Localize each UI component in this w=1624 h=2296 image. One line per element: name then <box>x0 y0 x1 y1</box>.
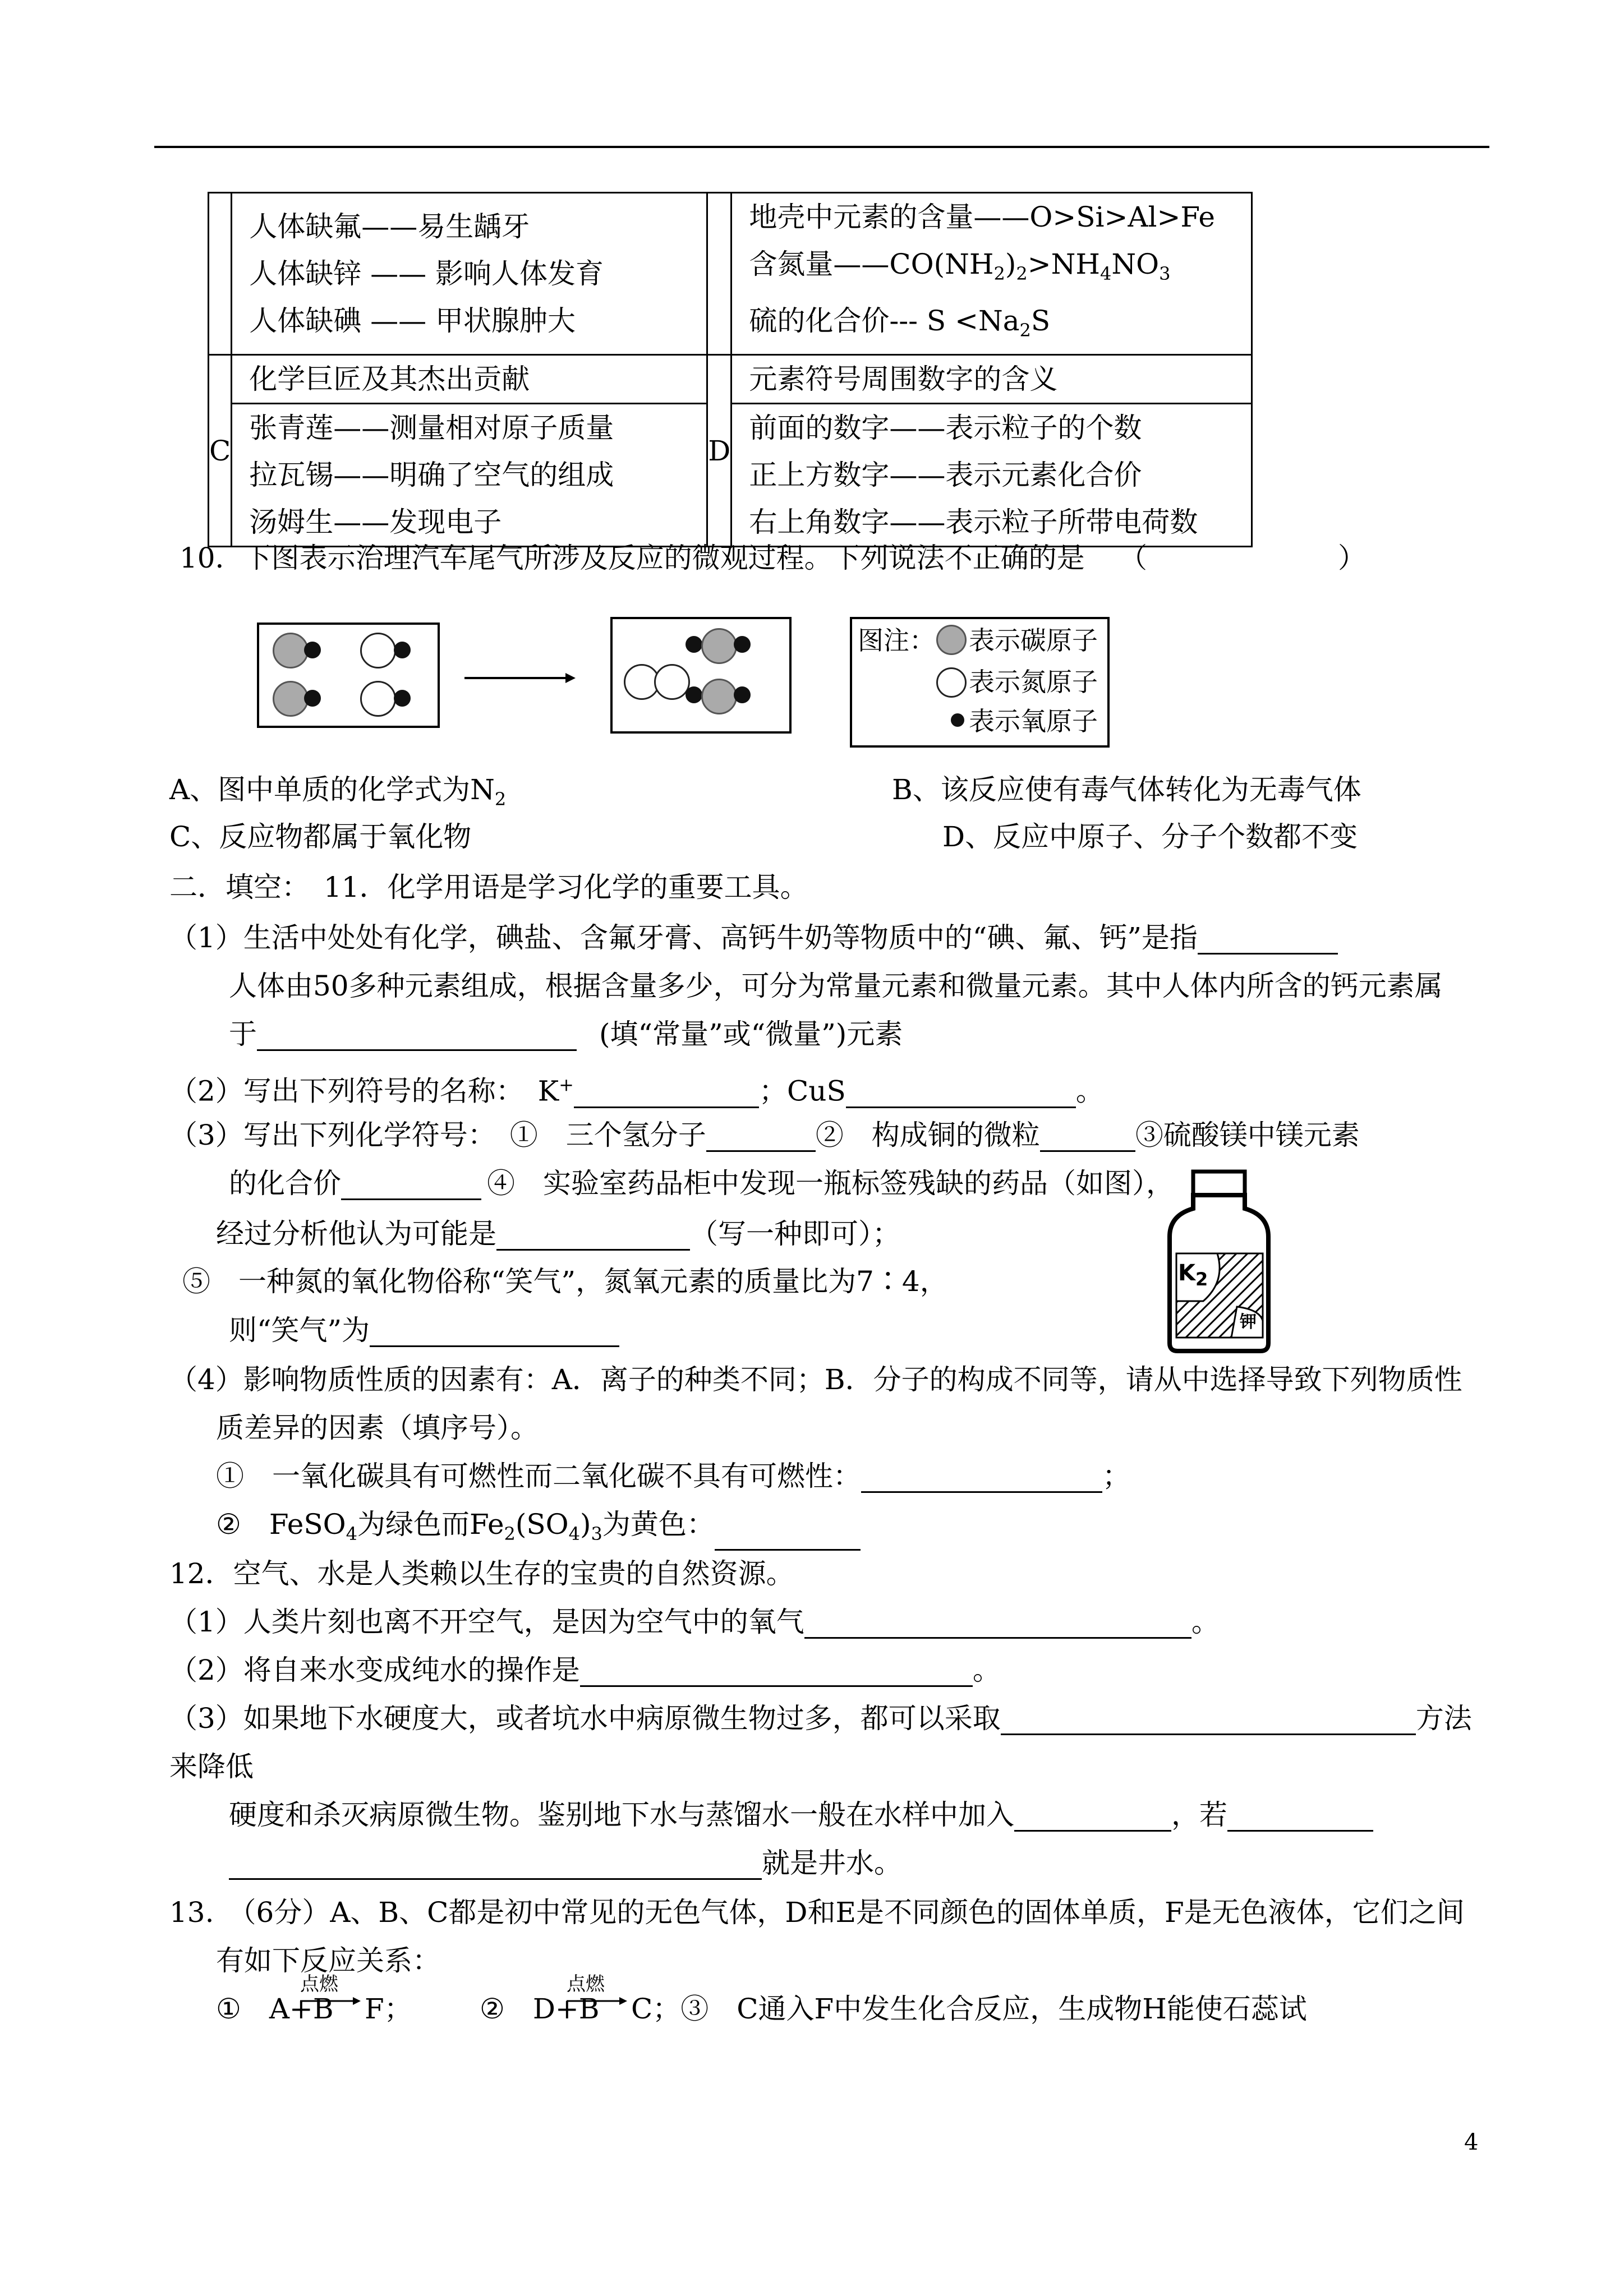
diagram-legend: 图注： 表示碳原子 表示氮原子 表示氧原子 <box>850 617 1110 748</box>
nitrogen-atom-icon <box>360 633 396 668</box>
q11-part1: （1）生活中处处有化学，碘盐、含氟牙膏、高钙牛奶等物质中的“碘、氟、钙”是指 <box>169 921 1338 955</box>
q11-part4-line3: ① 一氧化碳具有可燃性而二氧化碳不具有可燃性： ； <box>216 1460 1130 1492</box>
q13-reaction-1-product: F； <box>365 1993 412 2025</box>
answer-blank[interactable] <box>580 1658 973 1687</box>
knowledge-table <box>208 192 1253 547</box>
oxygen-atom-icon <box>394 690 411 707</box>
oxygen-atom-icon <box>734 686 751 703</box>
table-cell-top-right: 地壳中元素的含量——O>Si>Al>Fe 含氮量$——CO(NH_2)_2>NH_4NO_3$ 硫的化合价--- $S <Na_2S$ <box>732 193 1252 355</box>
q11-header: 二．填空： 11．化学用语是学习化学的重要工具。 <box>169 871 808 903</box>
carbon-atom-icon <box>701 679 737 714</box>
table-header-c: 化学巨匠及其杰出贡献 <box>232 355 707 404</box>
answer-blank[interactable] <box>1001 1707 1416 1735</box>
oxygen-atom-icon <box>686 686 702 703</box>
q10-option-c: C、反应物都属于氧化物 <box>169 820 472 853</box>
answer-blank[interactable] <box>804 1610 1191 1639</box>
q11-part3-line3: 经过分析他认为可能是 （写一种即可）； <box>216 1218 900 1250</box>
oxygen-atom-icon <box>686 636 702 653</box>
page-number: 4 <box>1464 2129 1479 2155</box>
oxygen-atom-icon <box>734 636 751 653</box>
answer-blank[interactable] <box>861 1464 1102 1493</box>
q10-stem: 10．下图表示治理汽车尾气所涉及反应的微观过程。下列说法不正确的是 <box>180 542 1085 574</box>
answer-blank[interactable] <box>846 1080 1076 1108</box>
q11-part1-line2: 人体由50多种元素组成，根据含量多少，可分为常量元素和微量元素。其中人体内所含的钙元素属 <box>229 970 1443 1002</box>
reaction-condition-label: 点燃 <box>567 1973 605 1995</box>
table-label-d: D <box>707 355 732 547</box>
q10-paren-open: （ <box>1119 542 1147 574</box>
answer-blank[interactable] <box>1014 1803 1171 1832</box>
q11-part4-line2: 质差异的因素（填序号）。 <box>216 1412 539 1444</box>
q13-reaction-2: ② D+B <box>480 1993 600 2025</box>
q12-part3-line3: 硬度和杀灭病原微生物。鉴别地下水与蒸馏水一般在水样中加入 ，若 <box>229 1798 1373 1832</box>
q12-part1: （1）人类片刻也离不开空气，是因为空气中的氧气 。 <box>169 1606 1220 1638</box>
q13-stem-line2: 有如下反应关系： <box>216 1944 440 1977</box>
oxygen-atom-icon <box>951 713 964 727</box>
reaction-arrow-icon <box>567 1994 628 2008</box>
q11-part4-line4: ② FeSO$_4$为绿色而$Fe_2(SO_4)_3$为黄色： <box>216 1507 861 1551</box>
q10-paren-close: ） <box>1338 542 1366 574</box>
q13-reaction-1: ① A+B <box>216 1993 334 2025</box>
q10-option-b: B、该反应使有毒气体转化为无毒气体 <box>892 773 1361 806</box>
carbon-atom-icon <box>273 681 309 717</box>
oxygen-atom-icon <box>394 642 411 658</box>
table-header-d: 元素符号周围数字的含义 <box>732 355 1252 404</box>
q13-stem: 13. （6分）A、B、C都是初中常见的无色气体，D和E是不同颜色的固体单质，F是无色液体，它们之间 <box>169 1896 1465 1929</box>
answer-blank[interactable] <box>496 1222 690 1251</box>
answer-blank[interactable] <box>706 1123 816 1152</box>
q11-part4: （4）影响物质性质的因素有：A．离子的种类不同；B．分子的构成不同等，请从中选择导致下列物质性 <box>169 1363 1462 1396</box>
q11-part2: （2）写出下列符号的名称： K+ ；CuS 。 <box>169 1074 1104 1108</box>
q10-option-a: A、图中单质的化学式为$N_2$ <box>169 773 507 810</box>
reaction-arrow-icon <box>300 1994 362 2008</box>
product-box <box>610 617 792 734</box>
answer-blank[interactable] <box>715 1522 861 1551</box>
answer-blank[interactable] <box>370 1318 619 1347</box>
table-label-cell <box>707 193 732 355</box>
reaction-arrow-icon <box>464 670 577 686</box>
q12-part3: （3）如果地下水硬度大，或者坑水中病原微生物过多，都可以采取 方法 <box>169 1702 1472 1735</box>
table-cell-d: 前面的数字——表示粒子的个数 正上方数字——表示元素化合价 右上角数字——表示粒子所带电荷数 <box>732 404 1252 547</box>
nitrogen-atom-icon <box>360 681 396 717</box>
q11-part3-line2: 的化合价 ④ 实验室药品柜中发现一瓶标签残缺的药品（如图）， <box>229 1167 1174 1200</box>
answer-blank[interactable] <box>1227 1803 1373 1832</box>
q12-part2: （2）将自来水变成纯水的操作是 。 <box>169 1654 1001 1686</box>
oxygen-atom-icon <box>304 642 321 658</box>
table-label-c: C <box>209 355 232 547</box>
bottle-label-k: $K_2$ <box>1178 1260 1208 1290</box>
oxygen-atom-icon <box>304 690 321 707</box>
table-cell-top-left: 人体缺氟——易生龋牙 人体缺锌 —— 影响人体发育 人体缺碘 —— 甲状腺肿大 <box>232 193 707 355</box>
answer-blank[interactable] <box>574 1080 759 1108</box>
q12-part3-line2: 来降低 <box>169 1750 254 1783</box>
header-rule <box>154 146 1489 148</box>
answer-blank[interactable] <box>1040 1123 1135 1152</box>
carbon-atom-icon <box>701 628 737 664</box>
q13-reaction-2-rest: C；③ C通入F中发生化合反应，生成物H能使石蕊试 <box>631 1993 1307 2025</box>
q11-part1-line3: 于 (填“常量”或“微量”)元素 <box>229 1018 903 1050</box>
answer-blank[interactable] <box>229 1851 762 1880</box>
reactant-box <box>257 623 440 728</box>
carbon-atom-icon <box>936 625 967 655</box>
reaction-condition-label: 点燃 <box>300 1973 338 1995</box>
q10-option-d: D、反应中原子、分子个数都不变 <box>942 820 1358 853</box>
table-label-cell <box>209 193 232 355</box>
q11-part3: （3）写出下列化学符号： ① 三个氢分子 ② 构成铜的微粒 ③硫酸镁中镁元素 <box>169 1119 1360 1151</box>
q11-part3-line5: 则“笑气”为 <box>229 1313 619 1347</box>
answer-blank[interactable] <box>341 1172 481 1200</box>
table-cell-c: 张青莲——测量相对原子质量 拉瓦锡——明确了空气的组成 汤姆生——发现电子 <box>232 404 707 547</box>
nitrogen-atom-icon <box>654 664 690 700</box>
q12-stem: 12．空气、水是人类赖以生存的宝贵的自然资源。 <box>169 1557 794 1590</box>
answer-blank[interactable] <box>1198 926 1338 955</box>
bottle-label-jia: 钾 <box>1240 1312 1257 1332</box>
answer-blank[interactable] <box>257 1022 577 1051</box>
carbon-atom-icon <box>273 633 309 668</box>
q11-part3-line4: ⑤ 一种氮的氧化物俗称“笑气”，氮氧元素的质量比为7∶4， <box>182 1265 948 1298</box>
q12-part3-line4: 就是井水。 <box>229 1846 902 1880</box>
nitrogen-atom-icon <box>936 667 967 698</box>
